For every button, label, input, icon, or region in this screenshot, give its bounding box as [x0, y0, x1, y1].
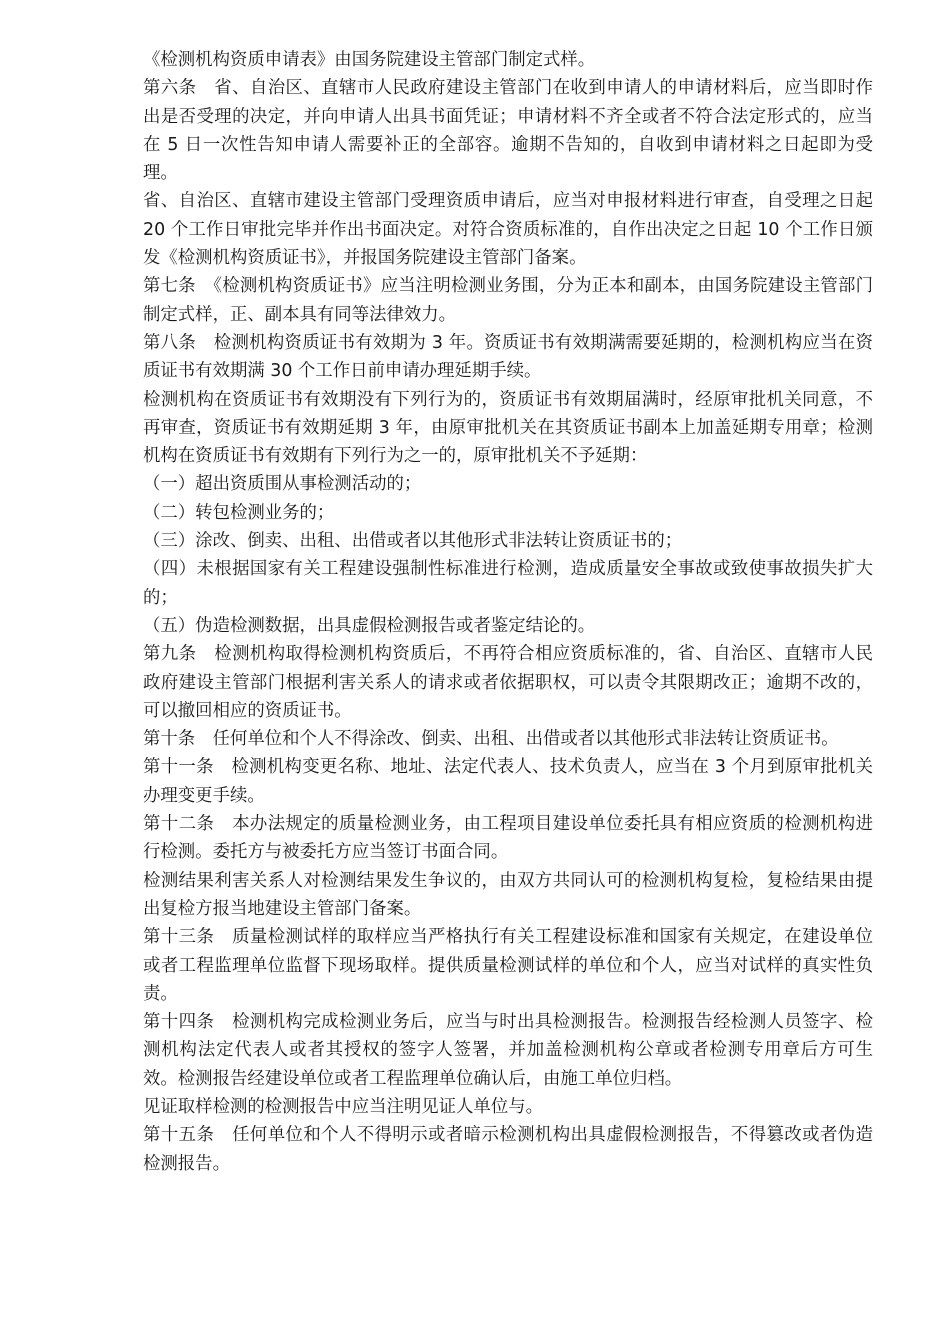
- document-page: [143, 46, 873, 1178]
- paragraph-article-10: 第十条 任何单位和个人不得涂改、倒卖、出租、出借或者以其他形式非法转让资质证书。: [143, 729, 839, 750]
- paragraph-article-9: 第九条 检测机构取得检测机构资质后，不再符合相应资质标准的，省、自治区、直辖市人民政府建设主管部门根据利害关系人的请求或者依据职权，可以责令其限期改正；逾期不改的，可以撤回相应的资质证书。: [143, 644, 873, 721]
- paragraph-article-11: 第十一条 检测机构变更名称、地址、法定代表人、技术负责人，应当在 3 个月到原审批机关办理变更手续。: [143, 757, 873, 806]
- list-item-5: （五）伪造检测数据，出具虚假检测报告或者鉴定结论的。: [143, 615, 596, 636]
- list-item-3: （三）涂改、倒卖、出租、出借或者以其他形式非法转让资质证书的；: [143, 531, 683, 552]
- list-item-1: （一）超出资质围从事检测活动的；: [143, 474, 422, 495]
- paragraph-article-8: 第八条 检测机构资质证书有效期为 3 年。资质证书有效期满需要延期的，检测机构应当在资质证书有效期满 30 个工作日前申请办理延期手续。: [143, 332, 873, 382]
- paragraph-review: 省、自治区、直辖市建设主管部门受理资质申请后，应当对申报材料进行审查，自受理之日起 20 个工作日审批完毕并作出书面决定。对符合资质标准的，自作出决定之日起 10 个工作日颁发《检测机构资质证书》，并报国务院建设主管部门备案。: [143, 191, 873, 269]
- paragraph-dispute: 检测结果利害关系人对检测结果发生争议的，由双方共同认可的检测机构复检，复检结果由提出复检方报当地建设主管部门备案。: [143, 870, 873, 919]
- paragraph-application-form: 《检测机构资质申请表》由国务院建设主管部门制定式样。: [143, 50, 596, 70]
- paragraph-article-7: 第七条 《检测机构资质证书》应当注明检测业务围，分为正本和副本，由国务院建设主管部门制定式样，正、副本具有同等法律效力。: [143, 276, 873, 325]
- paragraph-article-12: 第十二条 本办法规定的质量检测业务，由工程项目建设单位委托具有相应资质的检测机构进行检测。委托方与被委托方应当签订书面合同。: [143, 814, 873, 863]
- paragraph-article-6: 第六条 省、自治区、直辖市人民政府建设主管部门在收到申请人的申请材料后，应当即时作出是否受理的决定，并向申请人出具书面凭证；申请材料不齐全或者不符合法定形式的，应当在 5 日一次性告知申请人需要补正的全部容。逾期不告知的，自收到申请材料之日起即为受理。: [143, 78, 873, 184]
- paragraph-witness: 见证取样检测的检测报告中应当注明见证人单位与。: [143, 1096, 543, 1117]
- paragraph-article-14: 第十四条 检测机构完成检测业务后，应当与时出具检测报告。检测报告经检测人员签字、检测机构法定代表人或者其授权的签字人签署，并加盖检测机构公章或者检测专用章后方可生效。检测报告经建设单位或者工程监理单位确认后，由施工单位归档。: [143, 1012, 873, 1089]
- list-item-4: （四）未根据国家有关工程建设强制性标准进行检测，造成质量安全事故或致使事故损失扩大的；: [143, 559, 873, 608]
- paragraph-article-15: 第十五条 任何单位和个人不得明示或者暗示检测机构出具虚假检测报告，不得篡改或者伪造检测报告。: [143, 1125, 873, 1174]
- paragraph-article-13: 第十三条 质量检测试样的取样应当严格执行有关工程建设标准和国家有关规定，在建设单位或者工程监理单位监督下现场取样。提供质量检测试样的单位和个人，应当对试样的真实性负责。: [143, 927, 873, 1004]
- paragraph-extension: 检测机构在资质证书有效期没有下列行为的，资质证书有效期届满时，经原审批机关同意，不再审查，资质证书有效期延期 3 年，由原审批机关在其资质证书副本上加盖延期专用章；检测机构在资质证书有效期有下列行为之一的，原审批机关不予延期：: [143, 389, 873, 467]
- list-item-2: （二）转包检测业务的；: [143, 502, 335, 523]
